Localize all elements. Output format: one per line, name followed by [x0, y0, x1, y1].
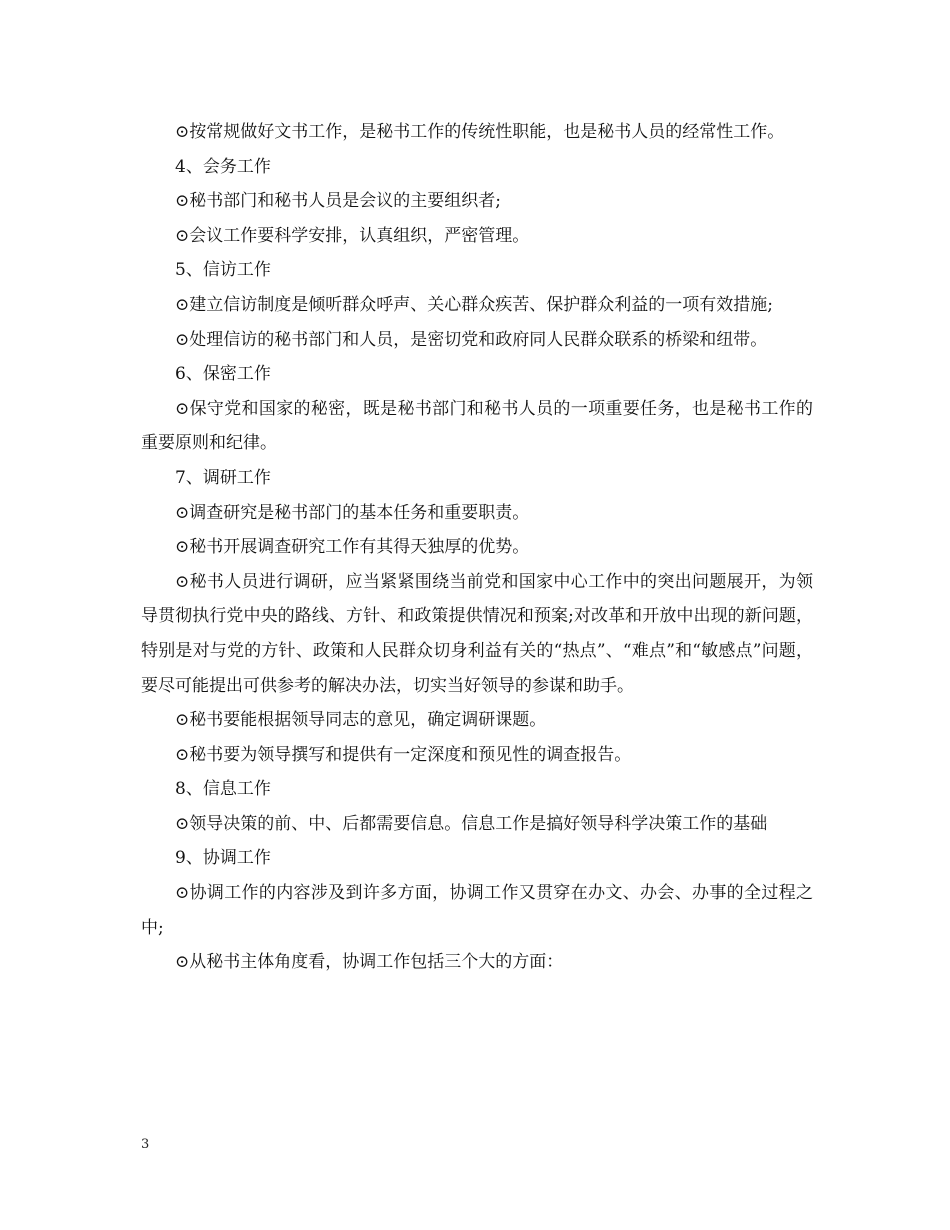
- paragraph-7: ⊙调查研究是秘书部门的基本任务和重要职责。: [175, 502, 530, 523]
- paragraph-2: ⊙秘书部门和秘书人员是会议的主要组织者;: [175, 191, 501, 212]
- section-heading-8: 8、信息工作: [175, 779, 271, 800]
- paragraph-13: ⊙协调工作的内容涉及到许多方面，协调工作又贯穿在办文、办会、办事的全过程之中;: [141, 883, 813, 938]
- document-body: [141, 115, 813, 980]
- section-heading-4: 4、会务工作: [175, 156, 271, 177]
- paragraph-9: ⊙秘书人员进行调研，应当紧紧围绕当前党和国家中心工作中的突出问题展开，为领导贯彻执行党中央的路线、方针、和政策提供情况和预案;对改革和开放中出现的新问题，特别是对与党的方针、政策和人民群众切身利益有关的“热点”、“难点”和“敏感点”问题，要尽可能提出可供参考的解决办法，切实当好领导的参谋和助手。: [141, 571, 813, 696]
- section-heading-7: 7、调研工作: [175, 467, 271, 488]
- section-heading-9: 9、协调工作: [175, 848, 271, 869]
- paragraph-4: ⊙建立信访制度是倾听群众呼声、关心群众疾苦、保护群众利益的一项有效措施;: [175, 294, 773, 315]
- paragraph-5: ⊙处理信访的秘书部门和人员，是密切党和政府同人民群众联系的桥梁和纽带。: [175, 329, 768, 350]
- paragraph-1: ⊙按常规做好文书工作，是秘书工作的传统性职能，也是秘书人员的经常性工作。: [175, 122, 785, 142]
- paragraph-11: ⊙秘书要为领导撰写和提供有一定深度和预见性的调查报告。: [175, 744, 632, 765]
- paragraph-8: ⊙秘书开展调查研究工作有其得天独厚的优势。: [175, 537, 530, 558]
- paragraph-14: ⊙从秘书主体角度看，协调工作包括三个大的方面：: [175, 952, 564, 973]
- paragraph-10: ⊙秘书要能根据领导同志的意见，确定调研课题。: [175, 710, 547, 731]
- page-number: 3: [141, 1137, 150, 1152]
- paragraph-6: ⊙保守党和国家的秘密，既是秘书部门和秘书人员的一项重要任务，也是秘书工作的重要原则和纪律。: [141, 398, 813, 454]
- paragraph-3: ⊙会议工作要科学安排，认真组织，严密管理。: [175, 225, 530, 246]
- paragraph-12: ⊙领导决策的前、中、后都需要信息。信息工作是搞好领导科学决策工作的基础: [175, 813, 768, 834]
- section-heading-6: 6、保密工作: [175, 364, 271, 385]
- section-heading-5: 5、信访工作: [175, 260, 271, 281]
